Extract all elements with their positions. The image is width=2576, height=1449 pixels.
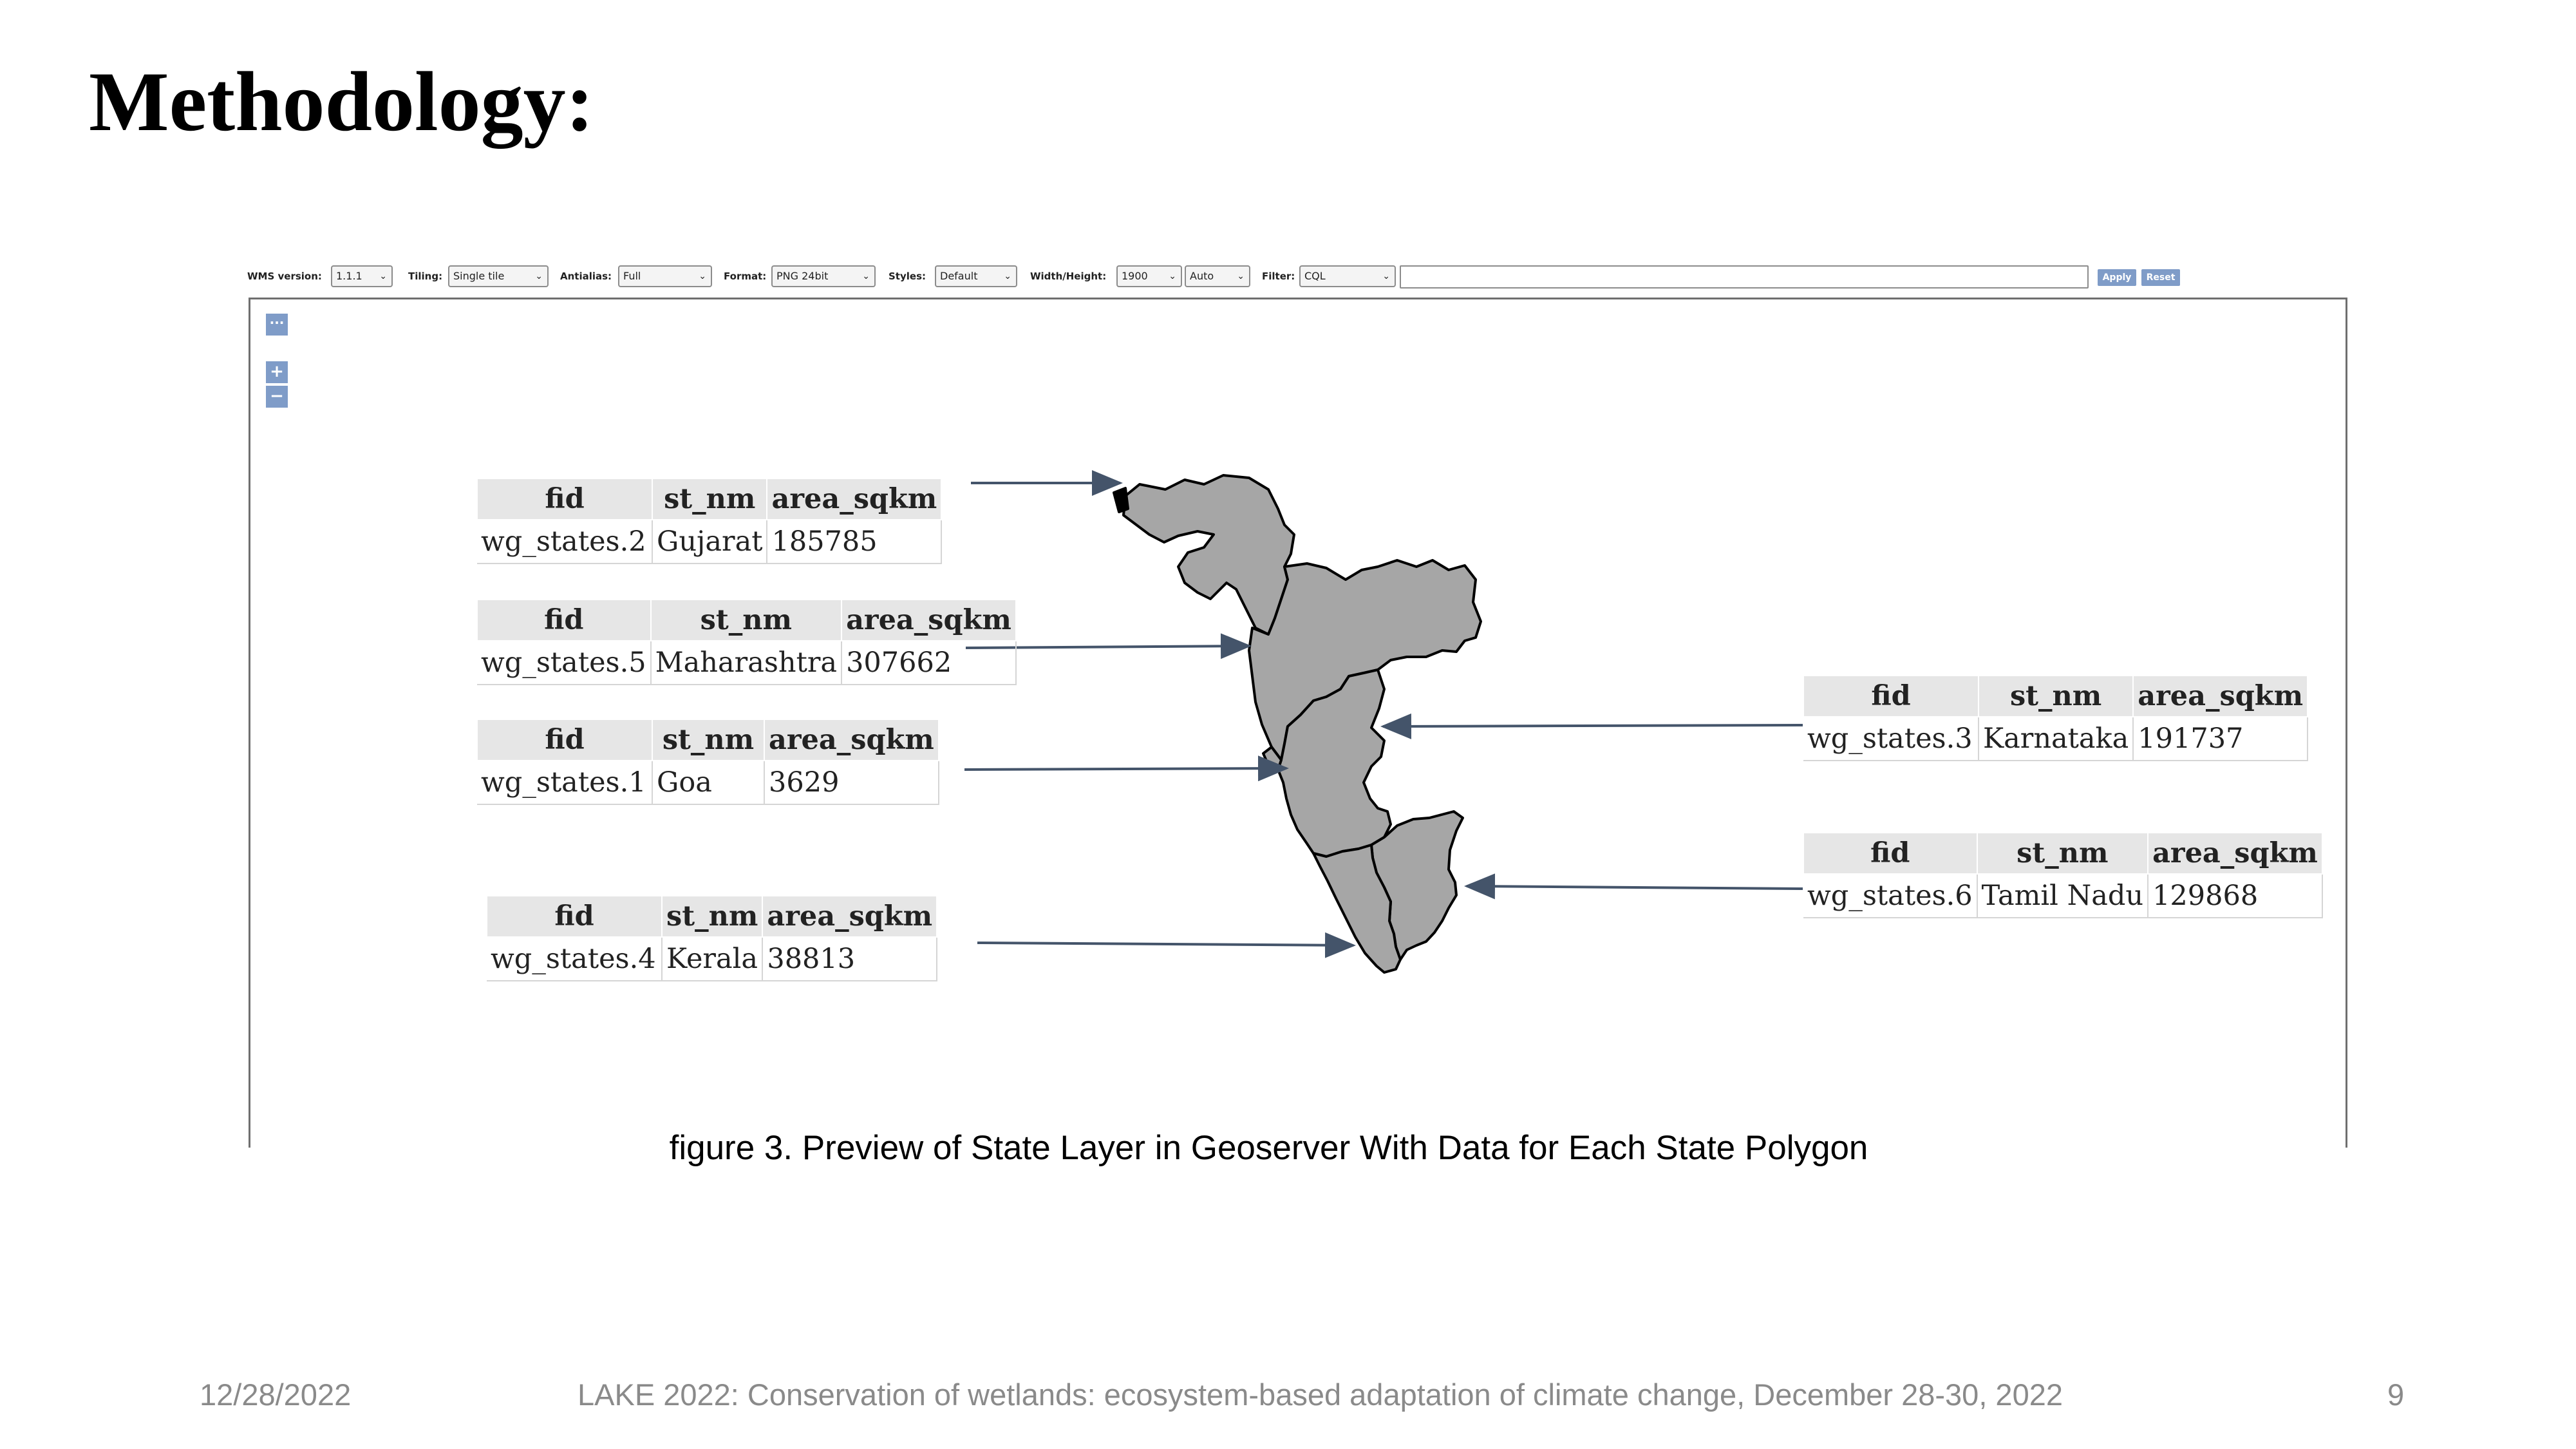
tiling-label: Tiling:: [408, 270, 443, 282]
cell-st-nm: Gujarat: [652, 520, 767, 564]
attribute-table-tamil-nadu: [1803, 832, 2323, 918]
styles-value: Default: [940, 270, 978, 282]
cell-fid: wg_states.4: [487, 937, 662, 981]
table-row: [477, 520, 941, 564]
column-header-area-sqkm: area_sqkm: [841, 600, 1016, 641]
column-header-area-sqkm: area_sqkm: [2133, 676, 2308, 717]
column-header-st-nm: st_nm: [1977, 833, 2148, 874]
attribute-table-kerala: [486, 895, 937, 981]
tiling-value: Single tile: [453, 270, 505, 282]
attribute-table-goa: [476, 719, 939, 805]
chevron-down-icon: ⌄: [699, 271, 706, 281]
column-header-fid: fid: [477, 600, 651, 641]
apply-button[interactable]: Apply: [2098, 269, 2136, 286]
chevron-down-icon: ⌄: [1382, 271, 1390, 281]
zoom-out-button[interactable]: −: [266, 386, 288, 408]
reset-button[interactable]: Reset: [2141, 269, 2180, 286]
chevron-down-icon: ⌄: [862, 271, 870, 281]
arrow-goa: [964, 768, 1286, 770]
footer-event: LAKE 2022: Conservation of wetlands: ecosystem-based adaptation of climate change, December 28-30, 2022: [578, 1378, 2063, 1412]
antialias-label: Antialias:: [560, 270, 612, 282]
arrow-karnataka: [1383, 725, 1803, 726]
width-height-label: Width/Height:: [1030, 270, 1107, 282]
cell-fid: wg_states.1: [477, 761, 652, 804]
styles-label: Styles:: [888, 270, 926, 282]
cell-fid: wg_states.2: [477, 520, 652, 564]
cell-fid: wg_states.6: [1803, 874, 1977, 918]
column-header-fid: fid: [477, 719, 652, 761]
wms-version-value: 1.1.1: [336, 270, 362, 282]
cell-area-sqkm: 38813: [762, 937, 937, 981]
column-header-area-sqkm: area_sqkm: [767, 478, 941, 520]
cell-area-sqkm: 191737: [2133, 717, 2308, 761]
cell-st-nm: Maharashtra: [651, 641, 841, 685]
chevron-down-icon: ⌄: [1237, 271, 1245, 281]
cell-fid: wg_states.3: [1803, 717, 1979, 761]
antialias-value: Full: [623, 270, 641, 282]
column-header-st-nm: st_nm: [651, 600, 841, 641]
filter-value: CQL: [1304, 270, 1326, 282]
figure-caption: [0, 1128, 2576, 1168]
format-value: PNG 24bit: [776, 270, 829, 282]
attribute-table-gujarat: [476, 478, 942, 564]
column-header-area-sqkm: area_sqkm: [762, 896, 937, 937]
cell-st-nm: Kerala: [662, 937, 762, 981]
cell-st-nm: Goa: [652, 761, 764, 804]
map-options-button[interactable]: ···: [266, 314, 288, 336]
footer-date: 12/28/2022: [200, 1378, 352, 1412]
column-header-st-nm: st_nm: [652, 719, 764, 761]
cell-st-nm: Karnataka: [1979, 717, 2133, 761]
table-row: [477, 641, 1016, 685]
cell-area-sqkm: 307662: [841, 641, 1016, 685]
wms-version-label: WMS version:: [247, 270, 322, 282]
chevron-down-icon: ⌄: [1004, 271, 1011, 281]
arrow-kerala: [977, 943, 1353, 945]
column-header-fid: fid: [487, 896, 662, 937]
format-label: Format:: [724, 270, 767, 282]
table-row: [1803, 717, 2308, 761]
column-header-area-sqkm: area_sqkm: [2148, 833, 2322, 874]
figure-caption-text: figure 3. Preview of State Layer in Geoserver With Data for Each State Polygon: [669, 1129, 1868, 1167]
cell-area-sqkm: 185785: [767, 520, 941, 564]
gujarat-polygon: [1123, 475, 1294, 634]
cell-st-nm: Tamil Nadu: [1977, 874, 2148, 918]
attribute-table-karnataka: [1803, 675, 2308, 761]
column-header-fid: fid: [1803, 676, 1979, 717]
chevron-down-icon: ⌄: [379, 271, 387, 281]
column-header-st-nm: st_nm: [1979, 676, 2133, 717]
table-row: [1803, 874, 2322, 918]
gujarat-kutch-detail: [1114, 488, 1128, 512]
cell-area-sqkm: 129868: [2148, 874, 2322, 918]
attribute-table-maharashtra: [476, 599, 1017, 685]
western-ghats-states-map: [1114, 475, 1481, 972]
column-header-fid: fid: [1803, 833, 1977, 874]
height-value: Auto: [1190, 270, 1214, 282]
footer-page-number: 9: [2387, 1378, 2405, 1412]
width-value: 1900: [1122, 270, 1148, 282]
column-header-fid: fid: [477, 478, 652, 520]
chevron-down-icon: ⌄: [535, 271, 543, 281]
table-row: [477, 761, 939, 804]
column-header-area-sqkm: area_sqkm: [764, 719, 939, 761]
arrow-tamil-nadu: [1467, 886, 1803, 889]
slide-title: Methodology:: [89, 54, 594, 149]
zoom-in-button[interactable]: +: [266, 361, 288, 383]
table-row: [487, 937, 937, 981]
cell-fid: wg_states.5: [477, 641, 651, 685]
chevron-down-icon: ⌄: [1169, 271, 1176, 281]
column-header-st-nm: st_nm: [652, 478, 767, 520]
filter-label: Filter:: [1262, 270, 1295, 282]
column-header-st-nm: st_nm: [662, 896, 762, 937]
cell-area-sqkm: 3629: [764, 761, 939, 804]
